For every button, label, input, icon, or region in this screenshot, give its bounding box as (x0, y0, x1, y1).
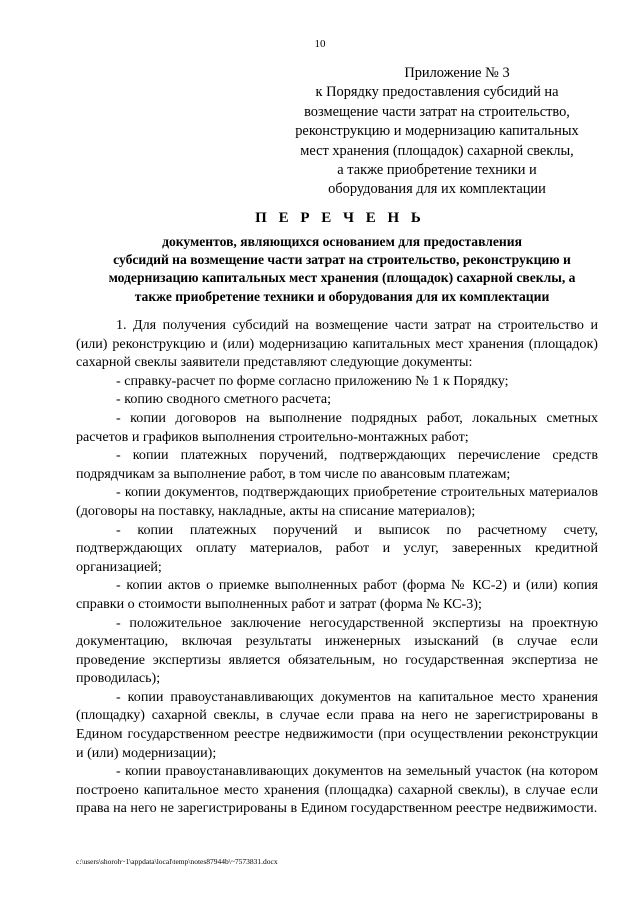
page-number: 10 (314, 38, 326, 50)
list-item: - копии правоустанавливающих документов на земельный участок (на котором построено капитальное место хранения (площадка) сахарной свеклы), в случае если права на него не зарегистрированы в Едином государственном реестре недвижимости. (76, 763, 598, 817)
list-item: - копии платежных поручений, подтверждающих перечисление средств подрядчикам за выполнение работ, в том числе по авансовым платежам; (76, 447, 598, 482)
subtitle-line: модернизацию капитальных мест хранения (площадок) сахарной свеклы, а (108, 270, 576, 286)
list-item: - справку-расчет по форме согласно приложению № 1 к Порядку; (116, 372, 509, 389)
intro-paragraph: 1. Для получения субсидий на возмещение части затрат на строительство и (или) реконструкцию и (или) модернизацию капитальных мест хранения (площадок) сахарной свеклы заявители представляют следующие документы: (76, 317, 598, 371)
document-title: П Е Р Е Ч Е Н Ь (255, 210, 425, 226)
list-item: - копии документов, подтверждающих приобретение строительных материалов (договоры на поставку, накладные, акты на списание материалов); (76, 484, 598, 519)
document-subtitle (72, 233, 612, 306)
subtitle-line: субсидий на возмещение части затрат на строительство, реконструкцию и (113, 252, 571, 268)
list-item: - положительное заключение негосударственной экспертизы на проектную документацию, включая результаты инженерных изысканий (в случае если проведение экспертизы является обязательным, но государственная экспертиза не проводилась); (76, 614, 598, 687)
appendix-line: мест хранения (площадок) сахарной свеклы, (300, 142, 574, 159)
subtitle-line: также приобретение техники и оборудования для их комплектации (134, 288, 550, 304)
appendix-line: а также приобретение техники и (337, 162, 537, 179)
list-item: - копии актов о приемке выполненных работ (форма № КС-2) и (или) копия справки о стоимости выполненных работ и затрат (форма № КС-3); (76, 577, 598, 612)
list-item: - копии договоров на выполнение подрядных работ, локальных сметных расчетов и графиков выполнения строительно-монтажных работ; (76, 409, 598, 445)
appendix-line: возмещение части затрат на строительство, (304, 103, 570, 120)
appendix-line: к Порядку предоставления субсидий на (315, 84, 559, 101)
appendix-block (270, 64, 604, 200)
appendix-line: реконструкцию и модернизацию капитальных (295, 123, 579, 140)
list-item: - копии платежных поручений и выписок по расчетному счету, подтверждающих оплату материалов, работ и услуг, заверенных кредитной организацией; (76, 521, 598, 575)
file-path-footer: c:\users\shoroh~1\appdata\local\temp\notes87944b\~7573831.docx (76, 857, 278, 866)
subtitle-line: документов, являющихся основанием для предоставления (162, 234, 522, 249)
document-body (76, 316, 598, 818)
list-item: - копии правоустанавливающих документов на капитальное место хранения (площадку) сахарной свеклы, в случае если права на него не зарегистрированы в Едином государственном реестре недвижимости (при осуществлении реконструкции и (или) модернизации); (76, 688, 598, 761)
appendix-title: Приложение № 3 (404, 65, 510, 81)
appendix-line: оборудования для их комплектации (328, 181, 546, 198)
list-item: - копию сводного сметного расчета; (116, 391, 332, 408)
